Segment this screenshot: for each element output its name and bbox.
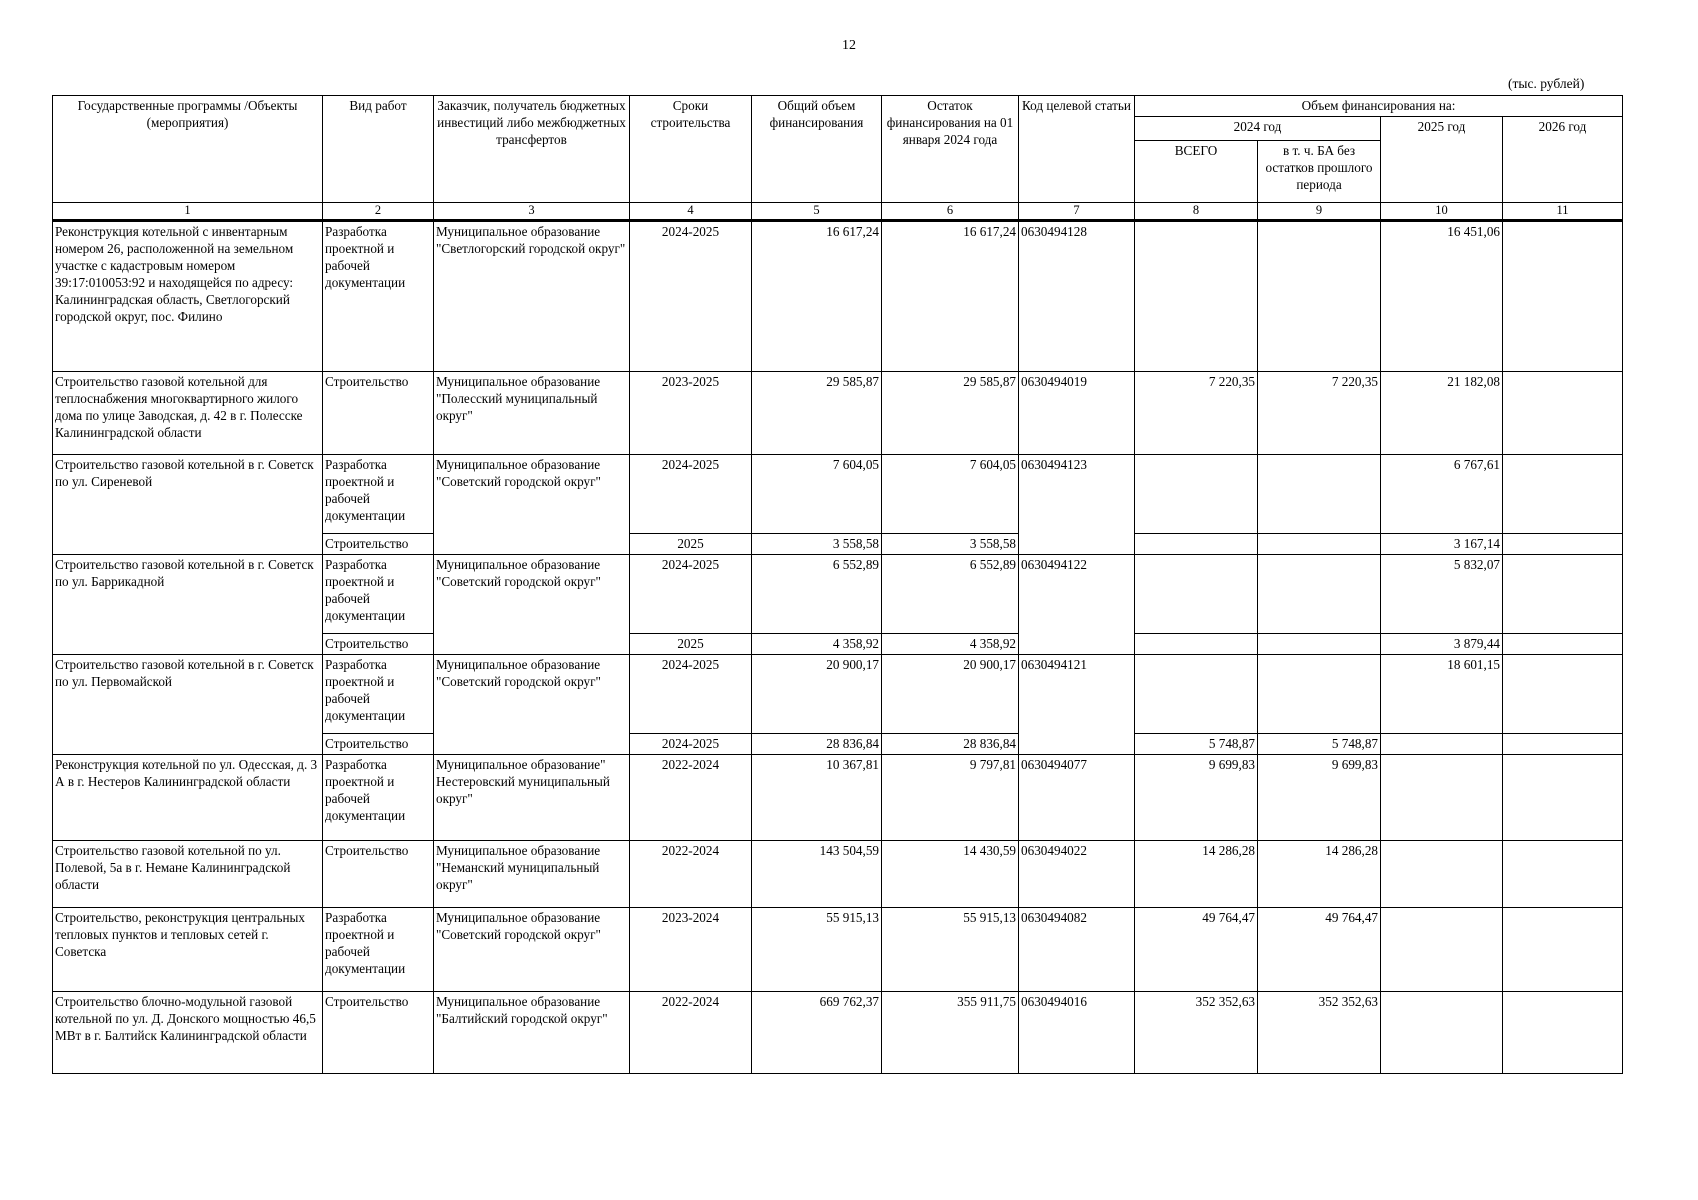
target-code: 0630494019 <box>1019 372 1135 455</box>
terms: 2024-2025 <box>630 555 752 634</box>
customer: Муниципальное образование "Советский городской округ" <box>434 455 630 555</box>
amount-2024-all: 14 286,28 <box>1135 841 1258 908</box>
customer: Муниципальное образование "Советский городской округ" <box>434 555 630 655</box>
amount-2024-all <box>1135 655 1258 734</box>
work-type: Строительство <box>323 992 434 1074</box>
total-amount: 20 900,17 <box>752 655 882 734</box>
amount-2025 <box>1381 734 1503 755</box>
header-code: Код целевой статьи <box>1019 96 1135 203</box>
amount-2024-incl: 352 352,63 <box>1258 992 1381 1074</box>
amount-2025 <box>1381 992 1503 1074</box>
terms: 2023-2024 <box>630 908 752 992</box>
total-amount: 29 585,87 <box>752 372 882 455</box>
header-work-type: Вид работ <box>323 96 434 203</box>
table-row <box>53 908 1623 992</box>
amount-2024-incl: 7 220,35 <box>1258 372 1381 455</box>
header-program: Государственные программы /Объекты (мероприятия) <box>53 96 323 203</box>
object-name: Строительство газовой котельной в г. Советск по ул. Баррикадной <box>53 555 323 655</box>
terms: 2024-2025 <box>630 734 752 755</box>
amount-2026 <box>1503 555 1623 634</box>
header-customer: Заказчик, получатель бюджетных инвестиций либо межбюджетных трансфертов <box>434 96 630 203</box>
table-row <box>53 455 1623 534</box>
col-number: 4 <box>630 203 752 221</box>
target-code: 0630494016 <box>1019 992 1135 1074</box>
amount-2025 <box>1381 841 1503 908</box>
amount-2026 <box>1503 655 1623 734</box>
target-code: 0630494128 <box>1019 221 1135 372</box>
table-row <box>53 555 1623 634</box>
work-type: Разработка проектной и рабочей документации <box>323 755 434 841</box>
header-all: ВСЕГО <box>1135 141 1258 203</box>
header-2024: 2024 год <box>1135 117 1381 141</box>
col-number: 9 <box>1258 203 1381 221</box>
work-type: Строительство <box>323 841 434 908</box>
balance-amount: 355 911,75 <box>882 992 1019 1074</box>
work-type: Разработка проектной и рабочей документации <box>323 655 434 734</box>
col-number: 5 <box>752 203 882 221</box>
target-code: 0630494077 <box>1019 755 1135 841</box>
amount-2024-incl: 14 286,28 <box>1258 841 1381 908</box>
object-name: Строительство газовой котельной в г. Советск по ул. Сиреневой <box>53 455 323 555</box>
object-name: Строительство блочно-модульной газовой котельной по ул. Д. Донского мощностью 46,5 МВт в г. Балтийск Калининградской области <box>53 992 323 1074</box>
amount-2024-incl <box>1258 455 1381 534</box>
target-code: 0630494082 <box>1019 908 1135 992</box>
customer: Муниципальное образование" Нестеровский муниципальный округ" <box>434 755 630 841</box>
col-number: 1 <box>53 203 323 221</box>
work-type: Разработка проектной и рабочей документации <box>323 221 434 372</box>
terms: 2025 <box>630 634 752 655</box>
amount-2024-all: 7 220,35 <box>1135 372 1258 455</box>
amount-2024-incl: 5 748,87 <box>1258 734 1381 755</box>
amount-2024-all <box>1135 534 1258 555</box>
balance-amount: 6 552,89 <box>882 555 1019 634</box>
financing-table <box>52 95 1623 1074</box>
col-number: 2 <box>323 203 434 221</box>
table-row <box>53 755 1623 841</box>
table-row <box>53 221 1623 372</box>
amount-2024-all: 9 699,83 <box>1135 755 1258 841</box>
work-type: Строительство <box>323 534 434 555</box>
balance-amount: 9 797,81 <box>882 755 1019 841</box>
balance-amount: 14 430,59 <box>882 841 1019 908</box>
object-name: Строительство, реконструкция центральных тепловых пунктов и тепловых сетей г. Советска <box>53 908 323 992</box>
amount-2026 <box>1503 755 1623 841</box>
col-number: 11 <box>1503 203 1623 221</box>
balance-amount: 3 558,58 <box>882 534 1019 555</box>
amount-2024-incl <box>1258 221 1381 372</box>
amount-2024-incl <box>1258 555 1381 634</box>
balance-amount: 16 617,24 <box>882 221 1019 372</box>
object-name: Строительство газовой котельной для теплоснабжения многоквартирного жилого дома по улице Заводская, д. 42 в г. Полесске Калининградской области <box>53 372 323 455</box>
terms: 2022-2024 <box>630 841 752 908</box>
table-row <box>53 992 1623 1074</box>
customer: Муниципальное образование "Балтийский городской округ" <box>434 992 630 1074</box>
table-row <box>53 372 1623 455</box>
total-amount: 28 836,84 <box>752 734 882 755</box>
table-row <box>53 841 1623 908</box>
total-amount: 55 915,13 <box>752 908 882 992</box>
total-amount: 16 617,24 <box>752 221 882 372</box>
terms: 2025 <box>630 534 752 555</box>
table-row <box>53 655 1623 734</box>
terms: 2024-2025 <box>630 455 752 534</box>
object-name: Строительство газовой котельной в г. Советск по ул. Первомайской <box>53 655 323 755</box>
amount-2024-incl: 9 699,83 <box>1258 755 1381 841</box>
amount-2024-all <box>1135 634 1258 655</box>
balance-amount: 55 915,13 <box>882 908 1019 992</box>
amount-2026 <box>1503 908 1623 992</box>
amount-2024-incl <box>1258 534 1381 555</box>
amount-2024-incl <box>1258 634 1381 655</box>
amount-2026 <box>1503 841 1623 908</box>
amount-2024-incl <box>1258 655 1381 734</box>
amount-2025: 18 601,15 <box>1381 655 1503 734</box>
header-total: Общий объем финансирования <box>752 96 882 203</box>
terms: 2022-2024 <box>630 992 752 1074</box>
terms: 2024-2025 <box>630 655 752 734</box>
total-amount: 10 367,81 <box>752 755 882 841</box>
units-label: (тыс. рублей) <box>1508 76 1585 91</box>
work-type: Разработка проектной и рабочей документации <box>323 455 434 534</box>
terms: 2023-2025 <box>630 372 752 455</box>
work-type: Строительство <box>323 734 434 755</box>
target-code: 0630494122 <box>1019 555 1135 655</box>
target-code: 0630494022 <box>1019 841 1135 908</box>
header-incl: в т. ч. БА без остатков прошлого периода <box>1258 141 1381 203</box>
header-balance: Остаток финансирования на 01 января 2024 года <box>882 96 1019 203</box>
header-terms: Сроки строительства <box>630 96 752 203</box>
work-type: Строительство <box>323 372 434 455</box>
customer: Муниципальное образование "Полесский муниципальный округ" <box>434 372 630 455</box>
amount-2025 <box>1381 908 1503 992</box>
total-amount: 7 604,05 <box>752 455 882 534</box>
amount-2025: 3 879,44 <box>1381 634 1503 655</box>
col-number: 6 <box>882 203 1019 221</box>
balance-amount: 20 900,17 <box>882 655 1019 734</box>
amount-2025: 21 182,08 <box>1381 372 1503 455</box>
amount-2026 <box>1503 372 1623 455</box>
balance-amount: 28 836,84 <box>882 734 1019 755</box>
amount-2024-incl: 49 764,47 <box>1258 908 1381 992</box>
amount-2024-all <box>1135 555 1258 634</box>
col-number: 3 <box>434 203 630 221</box>
object-name: Строительство газовой котельной по ул. Полевой, 5а в г. Немане Калининградской области <box>53 841 323 908</box>
page-number: 12 <box>842 38 856 53</box>
col-number: 7 <box>1019 203 1135 221</box>
work-type: Строительство <box>323 634 434 655</box>
amount-2026 <box>1503 734 1623 755</box>
amount-2024-all <box>1135 221 1258 372</box>
object-name: Реконструкция котельной с инвентарным номером 26, расположенной на земельном участке с кадастровым номером 39:17:010053:92 и находящейся по адресу: Калининградская область, Светлогорский городской округ, пос. Филино <box>53 221 323 372</box>
customer: Муниципальное образование "Неманский муниципальный округ" <box>434 841 630 908</box>
col-number: 8 <box>1135 203 1258 221</box>
amount-2025: 3 167,14 <box>1381 534 1503 555</box>
amount-2026 <box>1503 221 1623 372</box>
amount-2025 <box>1381 755 1503 841</box>
amount-2024-all: 5 748,87 <box>1135 734 1258 755</box>
terms: 2022-2024 <box>630 755 752 841</box>
header-funding: Объем финансирования на: <box>1135 96 1623 117</box>
amount-2024-all: 49 764,47 <box>1135 908 1258 992</box>
amount-2025: 6 767,61 <box>1381 455 1503 534</box>
customer: Муниципальное образование "Светлогорский городской округ" <box>434 221 630 372</box>
amount-2025: 16 451,06 <box>1381 221 1503 372</box>
amount-2026 <box>1503 992 1623 1074</box>
balance-amount: 4 358,92 <box>882 634 1019 655</box>
header-2025: 2025 год <box>1381 117 1503 203</box>
target-code: 0630494123 <box>1019 455 1135 555</box>
total-amount: 3 558,58 <box>752 534 882 555</box>
amount-2026 <box>1503 455 1623 534</box>
amount-2026 <box>1503 634 1623 655</box>
total-amount: 669 762,37 <box>752 992 882 1074</box>
customer: Муниципальное образование "Советский городской округ" <box>434 655 630 755</box>
work-type: Разработка проектной и рабочей документации <box>323 908 434 992</box>
customer: Муниципальное образование "Советский городской округ" <box>434 908 630 992</box>
header-2026: 2026 год <box>1503 117 1623 203</box>
total-amount: 143 504,59 <box>752 841 882 908</box>
col-number: 10 <box>1381 203 1503 221</box>
balance-amount: 7 604,05 <box>882 455 1019 534</box>
object-name: Реконструкция котельной по ул. Одесская, д. 3 А в г. Нестеров Калининградской области <box>53 755 323 841</box>
terms: 2024-2025 <box>630 221 752 372</box>
target-code: 0630494121 <box>1019 655 1135 755</box>
amount-2025: 5 832,07 <box>1381 555 1503 634</box>
amount-2024-all <box>1135 455 1258 534</box>
balance-amount: 29 585,87 <box>882 372 1019 455</box>
work-type: Разработка проектной и рабочей документации <box>323 555 434 634</box>
total-amount: 6 552,89 <box>752 555 882 634</box>
amount-2024-all: 352 352,63 <box>1135 992 1258 1074</box>
total-amount: 4 358,92 <box>752 634 882 655</box>
amount-2026 <box>1503 534 1623 555</box>
